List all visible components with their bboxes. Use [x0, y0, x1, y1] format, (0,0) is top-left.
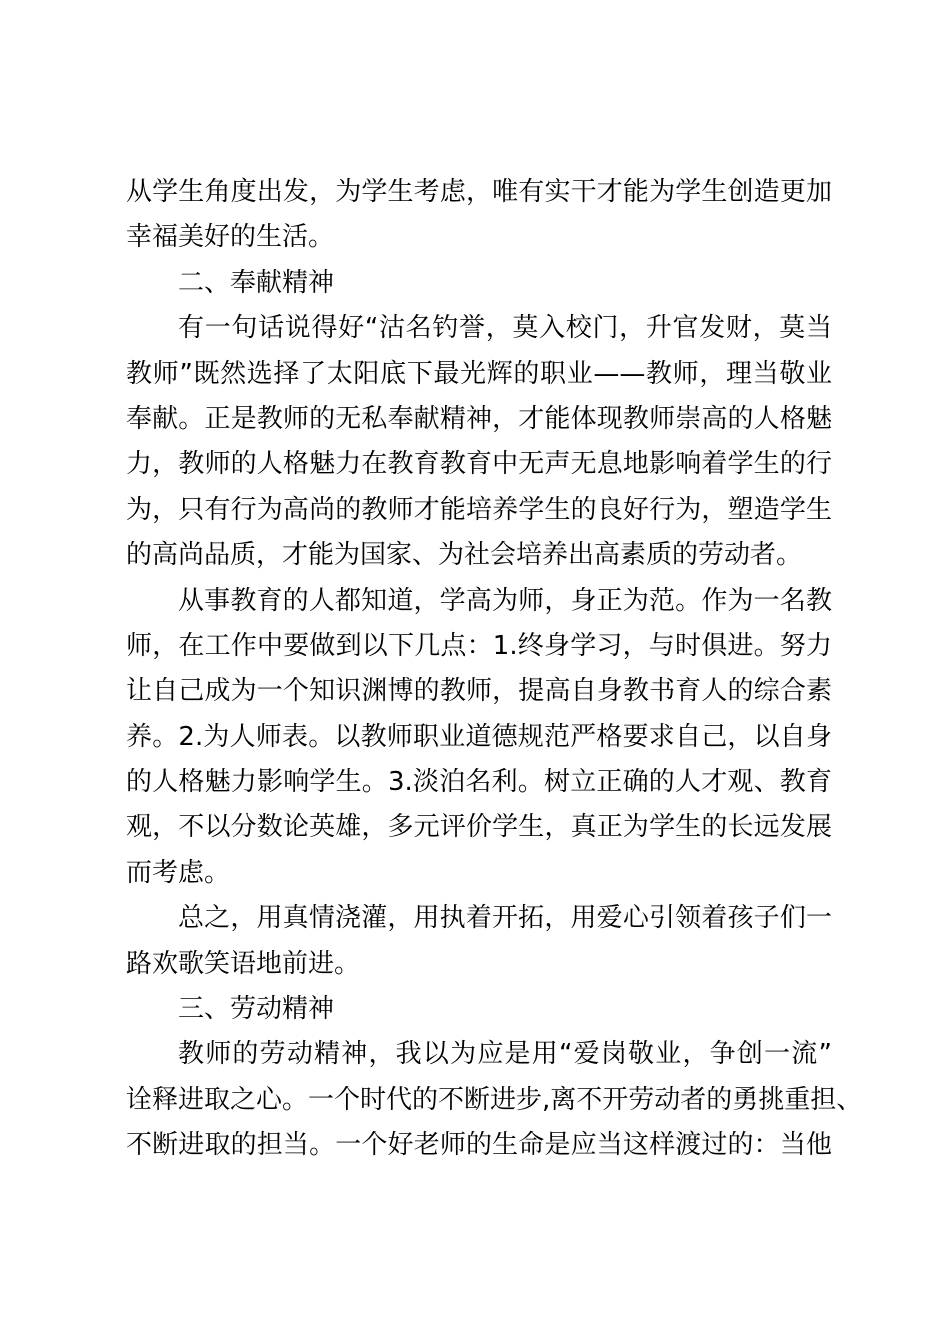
paragraph-line: 养。2.为人师表。以教师职业道德规范严格要求自己，以自身: [126, 721, 832, 752]
paragraph-line: 有一句话说得好“沽名钓誉，莫入校门，升官发财，莫当: [178, 313, 832, 344]
paragraph-line: 为，只有行为高尚的教师才能培养学生的良好行为，塑造学生: [126, 494, 832, 525]
paragraph-line: 力，教师的人格魅力在教育教育中无声无息地影响着学生的行: [126, 449, 832, 480]
section-heading: 二、奉献精神: [178, 267, 335, 298]
paragraph-line: 师，在工作中要做到以下几点：1.终身学习，与时俱进。努力: [126, 630, 832, 661]
paragraph-line: 的高尚品质，才能为国家、为社会培养出高素质的劳动者。: [126, 540, 803, 571]
paragraph-line: 奉献。正是教师的无私奉献精神，才能体现教师崇高的人格魅: [126, 403, 832, 434]
paragraph-line: 从事教育的人都知道，学高为师，身正为范。作为一名教: [178, 585, 832, 616]
paragraph-line: 从学生角度出发，为学生考虑，唯有实干才能为学生创造更加: [126, 177, 832, 207]
paragraph-line: 观，不以分数论英雄，多元评价学生，真正为学生的长远发展: [126, 812, 832, 843]
section-heading: 三、劳动精神: [178, 994, 335, 1025]
paragraph-line: 路欢歌笑语地前进。: [126, 948, 361, 979]
document-body: [126, 170, 863, 1169]
paragraph-line: 幸福美好的生活。: [126, 222, 335, 253]
paragraph-line: 总之，用真情浇灌，用执着开拓，用爱心引领着孩子们一: [178, 903, 832, 934]
paragraph-line: 不断进取的担当。一个好老师的生命是应当这样渡过的：当他: [126, 1130, 832, 1161]
paragraph-line: 让自己成为一个知识渊博的教师，提高自身教书育人的综合素: [126, 676, 832, 707]
paragraph-line: 教师”既然选择了太阳底下最光辉的职业——教师，理当敬业: [126, 358, 832, 389]
paragraph-line: 而考虑。: [126, 857, 231, 888]
paragraph-line: 的人格魅力影响学生。3.淡泊名利。树立正确的人才观、教育: [126, 767, 832, 798]
paragraph-line: 诠释进取之心。一个时代的不断进步,离不开劳动者的勇挑重担、: [126, 1084, 863, 1115]
paragraph-line: 教师的劳动精神，我以为应是用“爱岗敬业，争创一流”: [178, 1039, 832, 1070]
